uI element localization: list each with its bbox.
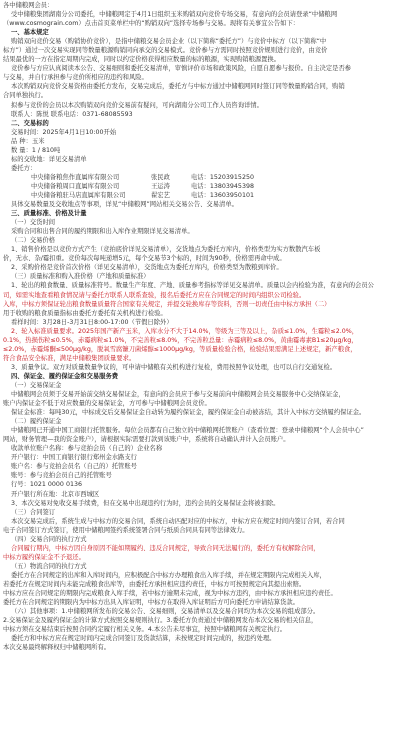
basic-line-3: 结果最优的一方在指定周期内完成，同时以约定价格获得相应数量的标的粮源，实现购销粮源置换。 bbox=[3, 56, 281, 64]
price-line-3: 2、采购价格是竞价首次价格（详见交易清单），交货地点为委托方库内，价格类型为散粮到库价。 bbox=[11, 264, 283, 272]
other-line-1: （六）其他事项：1.中储粮网所发布的交易公告、交易细则，交易清单以及交易合同均为本次交易的组成部分。 bbox=[11, 608, 320, 616]
section-heading-quality: 三、质量标准、价格及计量 bbox=[11, 210, 87, 218]
inspection-time: 看样时间：3月28日-3月31日8:00-17:00（节假日除外） bbox=[11, 318, 173, 326]
item-variety: 品 种：玉米 bbox=[11, 137, 45, 145]
entruster-row bbox=[3, 191, 401, 200]
section-heading-deposit: 四、保证金、履约保证金和交易服务费 bbox=[11, 372, 119, 380]
basic-line-1: 购销双向竞价交易（购销协价竞价），是指中储粮交易会员企业（以下简称“委托方”）与竞价中标方（以下简称“中 bbox=[11, 38, 327, 46]
other-line-3: 中标方须在交易结束后按照合同约定履行相关义务。4.本公告未尽事宜，按照中储粮网有关规定执行。 bbox=[3, 626, 287, 634]
delivery-time-text: 采购合同和出售合同的履约期限和出入库作业期限详见交易清单。 bbox=[11, 228, 194, 236]
bank-line-2: 网站，财务管理—我的资金账户），请根据实际需要打款到该账户中，系统将自动确认并计入会员账户。 bbox=[3, 436, 290, 444]
contract-line-3: （四）交易合同的执行方式 bbox=[11, 535, 87, 543]
bank-line-7: 行号：1021 0000 0136 bbox=[11, 481, 82, 489]
section-heading-basic: 一、基本规定 bbox=[11, 29, 49, 37]
deposit-line-2: 账户内保证金不低于对应数量的交易保证金，方可参与中储粮网会员竞价。 bbox=[3, 400, 211, 408]
sub-price: （二）交易价格 bbox=[11, 237, 56, 245]
intake-standard-3: ≤2.0%，赤霉烯酮≤500μg/kg，脱氧雪腐镰刀菌烯醇≤1000μg/kg，等质量检验合格，检验结果需满足上述规定，新产粮食， bbox=[3, 345, 357, 353]
fee-line: 3、本次交易对免收交易手续费，但在交易中出现违约行为时，违约会员的交易保证金将被扣除。 bbox=[11, 499, 280, 507]
basic-line-4: 竞价参与方应认真阅读本公告、交易细则和委托交易清单，审慎评价市场和政策风险，自愿自愿参与报价。自主决定是否参 bbox=[11, 65, 352, 73]
contract-line-1: 本次交易完成后，系统生成与中标方的交易合同，系统自动匹配对应的中标方，中标方应在规定时间内签订合同，若合同 bbox=[11, 517, 345, 525]
quality-line-4: 用于收购的粮食质量指标由委托方委托有关机构进行检验。 bbox=[3, 309, 167, 317]
deposit-line-1: 中储粮网会员须于交易开始前交纳交易保证金，有意向的会员应于参与交易前向中储粮网会员交易服务中心交纳保证金， bbox=[11, 391, 345, 399]
breach-line-2: 中标方履约保证金不予退还。 bbox=[3, 553, 85, 561]
quality-line-2: 司，如需实地查看粮食情况请与委托方联系人联系查验，报名后委托方应在合同规定的时间内组织公司检验。 bbox=[3, 291, 306, 299]
sub-trade-deposit: （一）交易保证金 bbox=[11, 381, 62, 389]
intake-standard-4: 符合食品安全标准，满足中储粮集团质量要求。 bbox=[3, 354, 136, 362]
other-line-2: 2.交易保证金及履约保证金的计算方式按照交易规则执行。3.委托方负责通过中储粮网发布本次交易的相关信息， bbox=[3, 617, 318, 625]
basic-line-2: 标方”）通过一次交易实现同等数量粮源购销同向承交的交易模式。竞价参与方需同时按照竞价规则进行竞价，由竞价 bbox=[3, 47, 328, 55]
trade-date: 交易时间：2025年4月1日10:00开始 bbox=[11, 128, 117, 136]
sub-performance-deposit: （二）履约保证金 bbox=[11, 418, 62, 426]
deposit-line-3: 保证金标准：每吨30元，中标成交后交易保证金自动转为履约保证金，履约保证金自动被冻结，其计入中标方交纳履约保证金。 bbox=[11, 409, 366, 417]
sub-delivery-time: （一）交货时间 bbox=[11, 219, 56, 227]
logistics-line-4: 委托方在合同规定的期限内为中标方出具入库证明，中标方在取得入库证明后方可向委托方申请结算货款。 bbox=[3, 599, 299, 607]
entruster-row bbox=[3, 173, 401, 182]
breach-line-1: 合同履行期内，中标方因自身原因不能如期履约、违反合同规定，导致合同无法履行的，委托方有权解除合同， bbox=[11, 544, 320, 552]
quality-dispute: 3、质量争议。双方对质量数量争议的，可申请中储粮有关机构进行复检，费用按照争议处理，也可以自行交通复检。 bbox=[11, 363, 337, 371]
closing-line-1: 委托方和中标方应在规定时间内完成合同签订及货款结算，未按规定时间完成的，按违约处理。 bbox=[11, 635, 276, 643]
section-heading-target: 二、交易标的 bbox=[11, 119, 49, 127]
entruster-phone: 电话：15203915250 bbox=[191, 173, 254, 181]
intro-line-2: （www.cosmograin.com）点击首页菜单栏中的“购销双向”选择专场参与交易。现将有关事宜公告如下： bbox=[3, 20, 300, 28]
logistics-line-3: 中标方应在合同规定的期限内完成粮食入库手续，若中标方逾期未完成，视为中标方违约，由中标方承担相应违约责任。 bbox=[3, 590, 337, 598]
item-location: 标的交收地：详见交易清单 bbox=[11, 155, 87, 163]
price-line-1: 1、销售价格是以竞价方式产生（竞拍底价详见交易清单），交货地点为委托方库内，价格类型为实方数散汽车板 bbox=[11, 246, 321, 254]
bank-line-1: 中储粮网已开通中国工商银行托管服务。每位会员都有自己独立的中储粮网托管账户（查看位置：登录中储粮网“个人会员中心” bbox=[11, 427, 364, 435]
bank-line-6: 账号：参与竞拍会员自己的托管账号 bbox=[11, 472, 112, 480]
intro-line-1: 受中储粮集团湖南分公司委托，中储粮网定于4月1日组织玉米购销双向竞价专场交易，有意向的会员请登录“中储粮网 bbox=[11, 11, 338, 19]
entruster-phone: 电话：13603950101 bbox=[191, 191, 254, 199]
entruster-company: 中央储备粮周口直属库有限公司 bbox=[31, 182, 120, 190]
item-quantity: 数 量：1 / 810吨 bbox=[11, 146, 61, 154]
bank-line-3: 收款单位账户名称：参与竞拍会员（自己的）企业名称 bbox=[11, 445, 163, 453]
quality-line-1: 1、轮出的粮食数量、质量标准符号。数量生产年度、产地、质量参考指标等详见交易清单。质量以会内检验为准，有意向的会员公 bbox=[11, 282, 374, 290]
entruster-row bbox=[3, 182, 401, 191]
entruster-person: 张民政 bbox=[151, 173, 170, 181]
intake-standard-1: 2、轮入标准质量要求。2025年国产新产玉米，入库水分不大于14.0%，等级为三等及以上，杂质≤1.0%，生霉粒≤2.0%， bbox=[11, 327, 359, 335]
target-trailer: 具体交易数量及交收地点等事项，详见“中储粮网”网站相关交易公告、交易清单。 bbox=[11, 201, 238, 209]
logistics-line-1: 委托方在合同规定的出库和入库时间内，应积极配合中标方办理粮食出入库手续，并在规定期限内完成相关入库， bbox=[11, 571, 326, 579]
bank-line-5: 账户名：参与竞拍会员名（自己的）托管账号 bbox=[11, 463, 137, 471]
contract-line-2: 电子合同签订方式签订，使用中储粮网签约系统签署合同与纸质合同具有同等法律效力。 bbox=[3, 526, 249, 534]
quality-line-3: 入库，中标方须保证轮出粮食数量质量符合国家有关规定，并提交轮换库存等资料，否则一切责任由中标方承担（二） bbox=[3, 300, 331, 308]
basic-line-7: 合同单独执行。 bbox=[3, 92, 48, 100]
salutation: 各中储粮网会员： bbox=[3, 2, 54, 9]
sub-contract: （三）合同签订 bbox=[11, 508, 56, 516]
entruster-company: 中央储备粮焦作直属库有限公司 bbox=[31, 173, 120, 181]
basic-line-6: 本次购销双向竞价交易资格由委托方发布，交易完成后，委托方与中标方通过中储粮网同时签订同等数量购销合同，购销 bbox=[11, 83, 345, 91]
bank-line-8: 开户银行所在地：北京市西城区 bbox=[11, 490, 100, 498]
intake-standard-2: 0.1%，热损伤粒≤0.5%，赤霉病粒≤1.0%，不完善粒≤8.0%，不完善粒总量：赤霉病粒≤8.0%，黄曲霉毒素B1≤20μg/kg， bbox=[3, 336, 358, 344]
entruster-company: 中央储备粮驻马店直属库有限公司 bbox=[31, 191, 126, 199]
price-line-2: 价，无水、杂/霉扣重。竞价每次每吨递增5元，每个交易节3个标的，时间为90秒，价格需再命中成。 bbox=[3, 255, 286, 263]
item-entruster: 委托方： bbox=[11, 164, 37, 172]
bank-line-4: 开户银行：中国工商银行银行郑州金水路支行 bbox=[11, 454, 137, 462]
basic-line-5: 与交易，并自行承担参与竞价所相应的违约和风险。 bbox=[3, 74, 148, 82]
entruster-person: 翟宏艺 bbox=[151, 191, 170, 199]
contact-line: 联系人：陈悦 联系电话：0371-68085593 bbox=[11, 110, 133, 118]
logistics-line-2: 若委托方在规定时间内未能完成粮食出库等，由委托方承担相应违约责任，中标方可按照规定向其提出索赔。 bbox=[3, 581, 306, 588]
basic-line-8: 拟参与竞价的会员以本次购销双向竞价交易前有疑问，可向湖南分公司工作人员咨询详情。 bbox=[11, 101, 263, 109]
sub-logistics: （五）物流合同的执行方式 bbox=[11, 562, 87, 570]
sub-quality: （三）质量标准和购入准价格（产地和质量标准） bbox=[11, 273, 150, 281]
entruster-person: 王运涛 bbox=[151, 182, 170, 190]
closing-line-2: 本次交易最终解释权归中储粮网所有。 bbox=[3, 644, 111, 652]
entruster-phone: 电话：13803945398 bbox=[191, 182, 254, 190]
